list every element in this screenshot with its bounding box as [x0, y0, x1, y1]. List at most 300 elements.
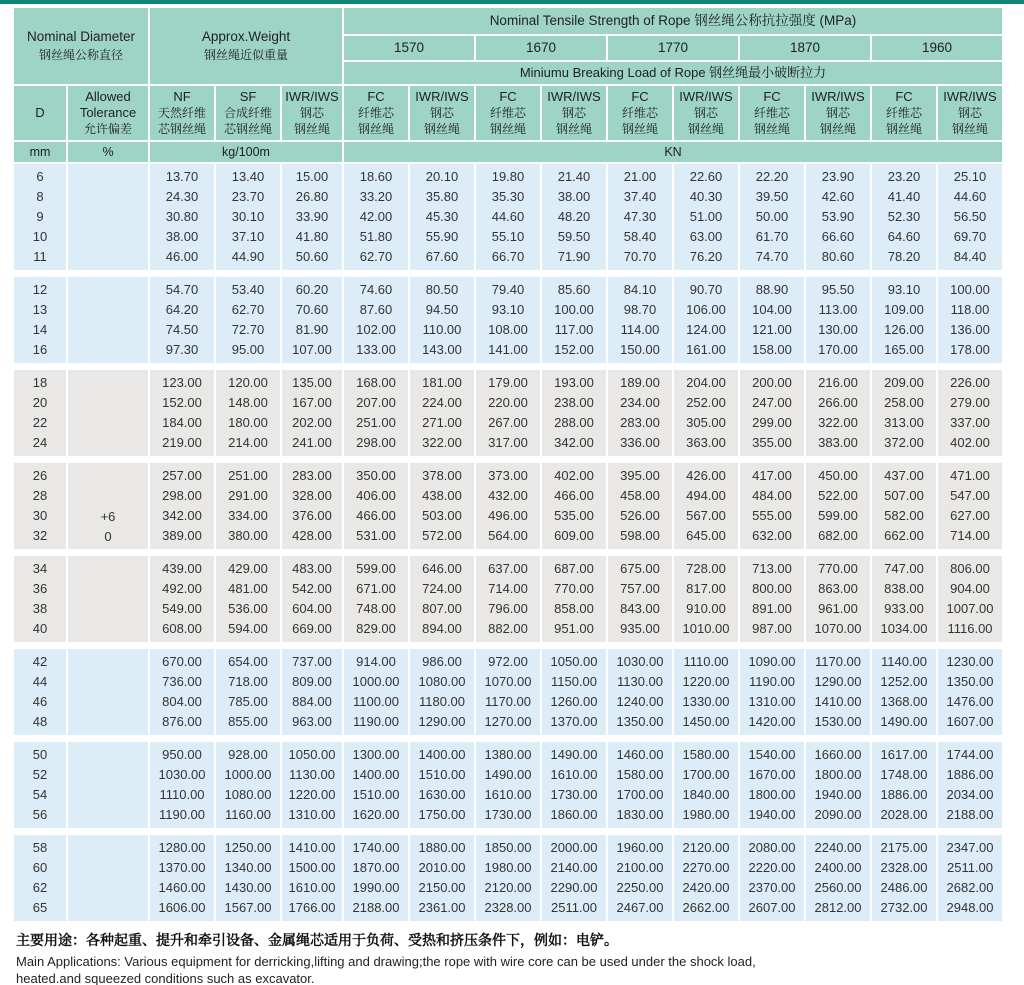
breaking-load-value: 84.10	[623, 282, 657, 297]
value-cell	[740, 370, 804, 456]
breaking-load-value: 1610.00	[288, 880, 336, 895]
breaking-load-value: 2290.00	[550, 880, 598, 895]
breaking-load-value: 70.60	[295, 302, 329, 317]
breaking-load-value: 2034.00	[946, 787, 994, 802]
breaking-load-value: 503.00	[422, 508, 462, 523]
breaking-load-value: 23.90	[821, 169, 855, 184]
breaking-load-value: 79.40	[491, 282, 525, 297]
breaking-load-value: 1510.00	[418, 767, 466, 782]
breaking-load-value: 168.00	[356, 375, 396, 390]
breaking-load-value: 972.00	[488, 654, 528, 669]
value-cell	[216, 370, 280, 456]
diameter-value: 28	[32, 488, 48, 503]
breaking-load-value: 170.00	[818, 342, 858, 357]
group-gap	[14, 272, 1002, 275]
value-cell	[872, 556, 936, 642]
value-cell	[542, 742, 606, 828]
breaking-load-value: 202.00	[292, 415, 332, 430]
breaking-load-value: 267.00	[488, 415, 528, 430]
breaking-load-value: 313.00	[884, 415, 924, 430]
breaking-load-value: 21.00	[623, 169, 657, 184]
value-cell	[150, 742, 214, 828]
breaking-load-value: 494.00	[686, 488, 726, 503]
breaking-load-value: 402.00	[950, 435, 990, 450]
breaking-load-value: 189.00	[620, 375, 660, 390]
breaking-load-value: 770.00	[818, 561, 858, 576]
breaking-load-value: 1460.00	[158, 880, 206, 895]
breaking-load-value: 165.00	[884, 342, 924, 357]
value-cell	[740, 649, 804, 735]
breaking-load-value: 38.00	[557, 189, 591, 204]
breaking-load-value: 1860.00	[550, 807, 598, 822]
breaking-load-value: 33.90	[295, 209, 329, 224]
breaking-load-value: 1070.00	[484, 674, 532, 689]
strength-grade-1960: 1960	[872, 36, 1002, 60]
breaking-load-value: 910.00	[686, 601, 726, 616]
breaking-load-value: 432.00	[488, 488, 528, 503]
breaking-load-value: 22.60	[689, 169, 723, 184]
tolerance-value: +6	[100, 509, 116, 524]
breaking-load-value: 51.80	[359, 229, 393, 244]
breaking-load-value: 1310.00	[288, 807, 336, 822]
breaking-load-value: 582.00	[884, 508, 924, 523]
breaking-load-value: 2150.00	[418, 880, 466, 895]
diameter-value: 60	[32, 860, 48, 875]
value-cell	[542, 164, 606, 270]
breaking-load-value: 800.00	[752, 581, 792, 596]
diameter-group-row	[14, 835, 1002, 921]
diameter-value: 14	[32, 322, 48, 337]
breaking-load-value: 1620.00	[352, 807, 400, 822]
breaking-load-value: 1460.00	[616, 747, 664, 762]
breaking-load-value: 337.00	[950, 415, 990, 430]
breaking-load-value: 1290.00	[814, 674, 862, 689]
breaking-load-value: 2250.00	[616, 880, 664, 895]
value-cell	[806, 277, 870, 363]
breaking-load-value: 547.00	[950, 488, 990, 503]
breaking-load-value: 148.00	[228, 395, 268, 410]
breaking-load-value: 200.00	[752, 375, 792, 390]
breaking-load-value: 535.00	[554, 508, 594, 523]
breaking-load-value: 1190.00	[748, 674, 796, 689]
breaking-load-value: 484.00	[752, 488, 792, 503]
breaking-load-value: 378.00	[422, 468, 462, 483]
diameter-value: 9	[36, 209, 44, 224]
breaking-load-value: 1617.00	[880, 747, 928, 762]
breaking-load-value: 1410.00	[814, 694, 862, 709]
main-applications-en-line1: Main Applications: Various equipment for derricking,lifting and drawing;the rope with wire core can be used under the shock load,	[16, 954, 756, 969]
breaking-load-value: 2140.00	[550, 860, 598, 875]
breaking-load-value: 59.50	[557, 229, 591, 244]
value-cell	[282, 164, 342, 270]
diameter-value: 18	[32, 375, 48, 390]
breaking-load-value: 1280.00	[158, 840, 206, 855]
breaking-load-value: 241.00	[292, 435, 332, 450]
breaking-load-value: 662.00	[884, 528, 924, 543]
tolerance-cell	[68, 277, 148, 363]
breaking-load-value: 15.00	[295, 169, 329, 184]
breaking-load-value: 804.00	[162, 694, 202, 709]
nominal-diameter-header	[14, 8, 148, 84]
tolerance-cell	[68, 463, 148, 549]
breaking-load-value: 1310.00	[748, 694, 796, 709]
tolerance-value: 0	[104, 529, 112, 544]
value-cell	[938, 277, 1002, 363]
breaking-load-value: 1000.00	[224, 767, 272, 782]
breaking-load-value: 328.00	[292, 488, 332, 503]
group-gap	[14, 365, 1002, 368]
value-cell	[150, 649, 214, 735]
value-cell	[740, 164, 804, 270]
diameter-value: 22	[32, 415, 48, 430]
breaking-load-value: 44.90	[231, 249, 265, 264]
breaking-load-value: 18.60	[359, 169, 393, 184]
breaking-load-value: 2328.00	[484, 900, 532, 915]
breaking-load-value: 1400.00	[352, 767, 400, 782]
breaking-load-value: 2511.00	[946, 860, 994, 875]
breaking-load-value: 1116.00	[947, 621, 993, 636]
breaking-load-value: 93.10	[887, 282, 921, 297]
breaking-load-value: 102.00	[356, 322, 396, 337]
col-header-iwr-iws: IWR/IWS 钢芯 钢丝绳	[806, 86, 870, 140]
breaking-load-value: 671.00	[356, 581, 396, 596]
breaking-load-value: 2361.00	[418, 900, 466, 915]
breaking-load-value: 1050.00	[550, 654, 598, 669]
breaking-load-value: 44.60	[491, 209, 525, 224]
value-cell	[872, 370, 936, 456]
value-cell	[410, 164, 474, 270]
value-cell	[150, 556, 214, 642]
breaking-load-value: 1630.00	[418, 787, 466, 802]
breaking-load-value: 135.00	[292, 375, 332, 390]
col-header-fc: FC 纤维芯 钢丝绳	[608, 86, 672, 140]
breaking-load-value: 108.00	[488, 322, 528, 337]
value-cell	[410, 742, 474, 828]
breaking-load-value: 121.00	[752, 322, 792, 337]
breaking-load-value: 2100.00	[616, 860, 664, 875]
breaking-load-value: 1370.00	[158, 860, 206, 875]
breaking-load-value: 113.00	[818, 302, 858, 317]
breaking-load-value: 894.00	[422, 621, 462, 636]
nominal-diameter-zh: 钢丝绳公称直径	[38, 48, 123, 62]
strength-grade-1670: 1670	[476, 36, 606, 60]
breaking-load-value: 1476.00	[946, 694, 994, 709]
breaking-load-value: 291.00	[228, 488, 268, 503]
col-header-iwr-iws: IWR/IWS 钢芯 钢丝绳	[282, 86, 342, 140]
breaking-load-value: 736.00	[162, 674, 202, 689]
breaking-load-value: 466.00	[356, 508, 396, 523]
value-cell	[872, 835, 936, 921]
breaking-load-value: 1110.00	[159, 787, 205, 802]
breaking-load-value: 1980.00	[682, 807, 730, 822]
breaking-load-value: 1800.00	[814, 767, 862, 782]
breaking-load-value: 279.00	[950, 395, 990, 410]
group-gap	[14, 644, 1002, 647]
breaking-load-value: 1000.00	[352, 674, 400, 689]
breaking-load-value: 74.60	[359, 282, 393, 297]
breaking-load-value: 728.00	[686, 561, 726, 576]
diameter-cell	[14, 742, 66, 828]
col-header-nf: NF 天然纤维 芯钢丝绳	[150, 86, 214, 140]
breaking-load-value: 298.00	[162, 488, 202, 503]
breaking-load-value: 747.00	[884, 561, 924, 576]
breaking-load-value: 987.00	[752, 621, 792, 636]
breaking-load-value: 1170.00	[484, 694, 532, 709]
tolerance-cell	[68, 556, 148, 642]
breaking-load-value: 645.00	[686, 528, 726, 543]
breaking-load-value: 627.00	[950, 508, 990, 523]
diameter-cell	[14, 370, 66, 456]
tolerance-cell	[68, 164, 148, 270]
breaking-load-value: 1080.00	[418, 674, 466, 689]
breaking-load-value: 950.00	[162, 747, 202, 762]
breaking-load-value: 669.00	[292, 621, 332, 636]
breaking-load-value: 1368.00	[880, 694, 928, 709]
value-cell	[282, 649, 342, 735]
breaking-load-value: 536.00	[228, 601, 268, 616]
value-cell	[674, 463, 738, 549]
breaking-load-value: 193.00	[554, 375, 594, 390]
breaking-load-value: 838.00	[884, 581, 924, 596]
breaking-load-value: 785.00	[228, 694, 268, 709]
value-cell	[608, 463, 672, 549]
breaking-load-value: 62.70	[231, 302, 265, 317]
diameter-value: 42	[32, 654, 48, 669]
value-cell	[410, 835, 474, 921]
diameter-value: 65	[32, 900, 48, 915]
breaking-load-value: 1170.00	[814, 654, 862, 669]
breaking-load-value: 1070.00	[814, 621, 862, 636]
breaking-load-value: 133.00	[356, 342, 396, 357]
breaking-load-value: 42.00	[359, 209, 393, 224]
value-cell	[740, 742, 804, 828]
breaking-load-value: 61.70	[755, 229, 789, 244]
breaking-load-value: 1340.00	[224, 860, 272, 875]
value-cell	[344, 463, 408, 549]
col-header-fc: FC 纤维芯 钢丝绳	[344, 86, 408, 140]
main-applications-en-line2: heated.and squeezed conditions such as excavator.	[16, 971, 315, 985]
breaking-load-value: 24.30	[165, 189, 199, 204]
diameter-cell	[14, 277, 66, 363]
breaking-load-value: 891.00	[752, 601, 792, 616]
value-cell	[674, 649, 738, 735]
breaking-load-value: 110.00	[422, 322, 462, 337]
breaking-load-value: 1420.00	[748, 714, 796, 729]
value-cell	[608, 649, 672, 735]
breaking-load-value: 1050.00	[288, 747, 336, 762]
breaking-load-value: 13.70	[165, 169, 199, 184]
breaking-load-value: 247.00	[752, 395, 792, 410]
breaking-load-value: 604.00	[292, 601, 332, 616]
breaking-load-value: 599.00	[356, 561, 396, 576]
breaking-load-value: 1748.00	[880, 767, 928, 782]
breaking-load-value: 219.00	[162, 435, 202, 450]
breaking-load-value: 53.40	[231, 282, 265, 297]
breaking-load-value: 37.40	[623, 189, 657, 204]
breaking-load-value: 402.00	[554, 468, 594, 483]
diameter-value: 50	[32, 747, 48, 762]
breaking-load-value: 87.60	[359, 302, 393, 317]
breaking-load-value: 71.90	[557, 249, 591, 264]
diameter-value: 26	[32, 468, 48, 483]
breaking-load-value: 373.00	[488, 468, 528, 483]
footnote	[16, 931, 1024, 985]
value-cell	[674, 277, 738, 363]
breaking-load-value: 26.80	[295, 189, 329, 204]
value-cell	[282, 556, 342, 642]
breaking-load-value: 1660.00	[814, 747, 862, 762]
breaking-load-value: 670.00	[162, 654, 202, 669]
diameter-group-row	[14, 649, 1002, 735]
breaking-load-value: 531.00	[356, 528, 396, 543]
breaking-load-value: 858.00	[554, 601, 594, 616]
value-cell	[938, 556, 1002, 642]
breaking-load-value: 179.00	[488, 375, 528, 390]
value-cell	[344, 164, 408, 270]
breaking-load-value: 1580.00	[616, 767, 664, 782]
breaking-load-value: 42.60	[821, 189, 855, 204]
breaking-load-value: 152.00	[554, 342, 594, 357]
breaking-load-value: 714.00	[950, 528, 990, 543]
table-header	[14, 8, 1002, 162]
group-gap	[14, 830, 1002, 833]
value-cell	[674, 835, 738, 921]
breaking-load-value: 84.40	[953, 249, 987, 264]
value-cell	[476, 277, 540, 363]
breaking-load-value: 1567.00	[224, 900, 272, 915]
breaking-load-value: 2420.00	[682, 880, 730, 895]
breaking-load-value: 66.60	[821, 229, 855, 244]
breaking-load-value: 21.40	[557, 169, 591, 184]
breaking-load-value: 1240.00	[616, 694, 664, 709]
breaking-load-value: 1730.00	[550, 787, 598, 802]
breaking-load-value: 450.00	[818, 468, 858, 483]
col-header-iwr-iws: IWR/IWS 钢芯 钢丝绳	[674, 86, 738, 140]
breaking-load-value: 1110.00	[683, 654, 729, 669]
value-cell	[344, 649, 408, 735]
breaking-load-value: 94.50	[425, 302, 459, 317]
breaking-load-value: 143.00	[422, 342, 462, 357]
breaking-load-value: 355.00	[752, 435, 792, 450]
breaking-load-value: 161.00	[686, 342, 726, 357]
breaking-load-value: 52.30	[887, 209, 921, 224]
breaking-load-value: 884.00	[292, 694, 332, 709]
breaking-load-value: 437.00	[884, 468, 924, 483]
approx-weight-zh: 钢丝绳近似重量	[203, 48, 288, 62]
breaking-load-value: 334.00	[228, 508, 268, 523]
breaking-load-value: 224.00	[422, 395, 462, 410]
units-row	[14, 142, 1002, 162]
breaking-load-value: 41.80	[295, 229, 329, 244]
main-applications-en	[16, 953, 1024, 985]
col-header-d: D	[14, 86, 66, 140]
breaking-load-value: 1034.00	[880, 621, 928, 636]
breaking-load-value: 109.00	[884, 302, 924, 317]
breaking-load-value: 2682.00	[946, 880, 994, 895]
breaking-load-value: 1610.00	[550, 767, 598, 782]
breaking-load-value: 1270.00	[484, 714, 532, 729]
breaking-load-value: 81.90	[295, 322, 329, 337]
breaking-load-value: 1130.00	[616, 674, 664, 689]
breaking-load-value: 2000.00	[550, 840, 598, 855]
breaking-load-value: 2812.00	[814, 900, 862, 915]
value-cell	[216, 556, 280, 642]
breaking-load-value: 234.00	[620, 395, 660, 410]
breaking-load-value: 95.50	[821, 282, 855, 297]
value-cell	[410, 370, 474, 456]
breaking-load-value: 2220.00	[748, 860, 796, 875]
table-body	[14, 164, 1002, 921]
breaking-load-value: 1886.00	[946, 767, 994, 782]
value-cell	[542, 835, 606, 921]
diameter-value: 16	[32, 342, 48, 357]
diameter-value: 56	[32, 807, 48, 822]
breaking-load-value: 271.00	[422, 415, 462, 430]
diameter-group-row	[14, 370, 1002, 456]
value-cell	[806, 649, 870, 735]
breaking-load-value: 106.00	[686, 302, 726, 317]
value-cell	[216, 463, 280, 549]
breaking-load-value: 796.00	[488, 601, 528, 616]
diameter-group-row	[14, 164, 1002, 270]
breaking-load-value: 2662.00	[682, 900, 730, 915]
breaking-load-value: 770.00	[554, 581, 594, 596]
breaking-load-value: 209.00	[884, 375, 924, 390]
breaking-load-value: 1007.00	[946, 601, 994, 616]
value-cell	[282, 835, 342, 921]
breaking-load-value: 1010.00	[682, 621, 730, 636]
breaking-load-value: 855.00	[228, 714, 268, 729]
value-cell	[150, 835, 214, 921]
breaking-load-value: 1190.00	[352, 714, 400, 729]
breaking-load-value: 167.00	[292, 395, 332, 410]
breaking-load-value: 1350.00	[616, 714, 664, 729]
breaking-load-value: 1220.00	[682, 674, 730, 689]
breaking-load-value: 376.00	[292, 508, 332, 523]
breaking-load-value: 220.00	[488, 395, 528, 410]
breaking-load-value: 439.00	[162, 561, 202, 576]
value-cell	[476, 649, 540, 735]
breaking-load-value: 429.00	[228, 561, 268, 576]
breaking-load-value: 251.00	[356, 415, 396, 430]
tolerance-cell	[68, 370, 148, 456]
breaking-load-value: 123.00	[162, 375, 202, 390]
col-header-fc: FC 纤维芯 钢丝绳	[476, 86, 540, 140]
breaking-load-value: 933.00	[884, 601, 924, 616]
breaking-load-value: 1510.00	[352, 787, 400, 802]
value-cell	[938, 463, 1002, 549]
diameter-value: 8	[36, 189, 44, 204]
breaking-load-value: 2028.00	[880, 807, 928, 822]
value-cell	[608, 164, 672, 270]
value-cell	[872, 164, 936, 270]
strength-grade-1570: 1570	[344, 36, 474, 60]
value-cell	[216, 742, 280, 828]
breaking-load-value: 251.00	[228, 468, 268, 483]
breaking-load-value: 298.00	[356, 435, 396, 450]
breaking-load-value: 1940.00	[814, 787, 862, 802]
diameter-value: 58	[32, 840, 48, 855]
breaking-load-value: 23.70	[231, 189, 265, 204]
breaking-load-value: 1190.00	[158, 807, 206, 822]
value-cell	[608, 835, 672, 921]
diameter-cell	[14, 649, 66, 735]
breaking-load-value: 126.00	[884, 322, 924, 337]
value-cell	[344, 835, 408, 921]
breaking-load-value: 64.60	[887, 229, 921, 244]
breaking-load-value: 2467.00	[616, 900, 664, 915]
breaking-load-value: 637.00	[488, 561, 528, 576]
